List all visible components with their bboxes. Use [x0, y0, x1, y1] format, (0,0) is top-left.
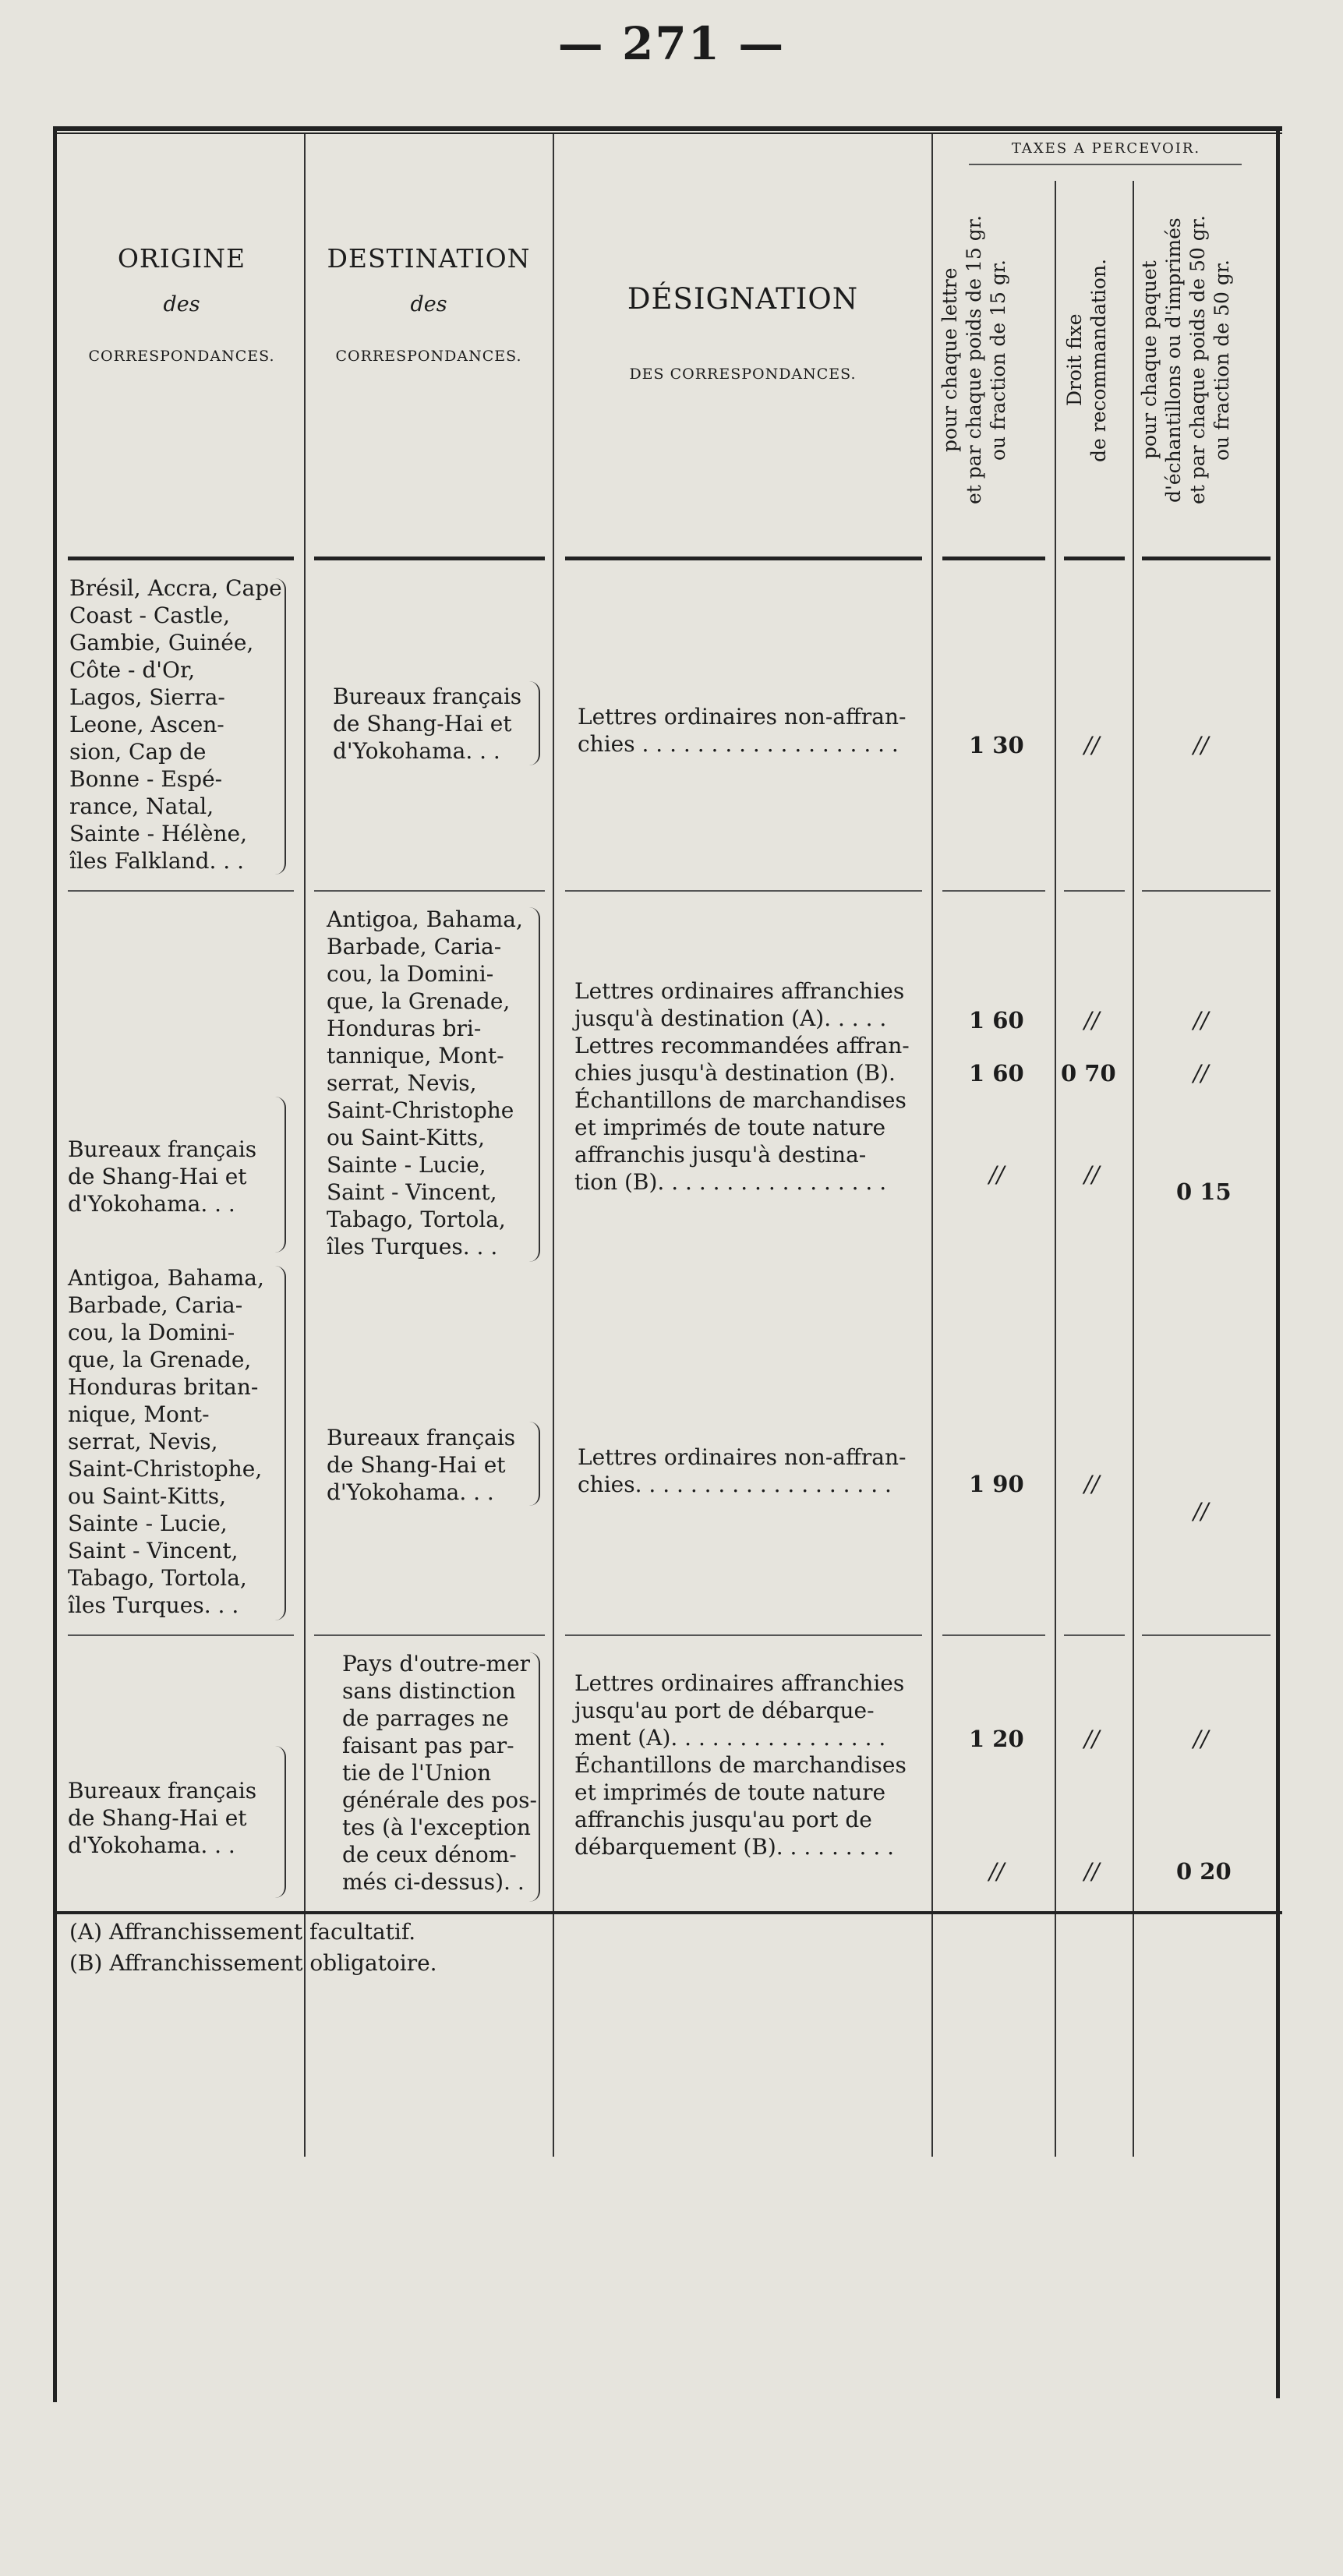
header-designation	[556, 282, 930, 383]
row3-rule-e	[1064, 1634, 1125, 1636]
row3-brace-origine	[275, 1266, 286, 1620]
header-rule-6	[1142, 557, 1271, 560]
row3-rule-f	[1142, 1634, 1271, 1636]
row1-brace-destination	[529, 681, 540, 765]
header-origine-title: ORIGINE	[117, 243, 246, 274]
header-origine-mid: des	[163, 292, 200, 316]
row1-rule-c	[565, 890, 922, 892]
row3-brace-destination	[529, 1422, 540, 1506]
row3-designation: Lettres ordinaires non-affran- chies. . . . . . . . . . . . . . . . . . .	[578, 1444, 907, 1497]
row4-destination: Pays d'outre-mer sans distinction de parrages ne faisant pas par- tie de l'Union générale des pos- tes (à l'exception de ceux dénom- més ci-dessus). .	[342, 1651, 537, 1895]
row3-tax-recommandation: //	[1084, 1471, 1100, 1497]
header-rule-3	[565, 557, 922, 560]
right-rule	[1276, 126, 1280, 2398]
row2a-tax-echantillons: //	[1193, 1007, 1209, 1034]
row3-rule-c	[565, 1634, 922, 1636]
row2a-tax-recommandation: //	[1084, 1007, 1100, 1034]
bottom-rule	[57, 1911, 1282, 1914]
row4-brace-destination	[529, 1652, 540, 1902]
row1-tax-echantillons: //	[1193, 732, 1209, 758]
header-destination-mid: des	[410, 292, 447, 316]
col-sep-3	[931, 134, 933, 2157]
row2b-tax-lettre: 1 60	[969, 1060, 1024, 1087]
row4a-tax-echantillons: //	[1193, 1726, 1209, 1752]
header-designation-title: DÉSIGNATION	[627, 282, 859, 316]
header-designation-sub: DES CORRESPONDANCES.	[629, 366, 857, 383]
row2a-tax-lettre: 1 60	[969, 1007, 1024, 1034]
row1-rule-a	[68, 890, 294, 892]
header-rule-1	[68, 557, 294, 560]
footnote-a: (A) Affranchissement facultatif.	[69, 1919, 416, 1945]
row2-origine: Bureaux français de Shang-Hai et d'Yokohama. . .	[68, 1136, 257, 1217]
top-rule	[57, 126, 1282, 131]
header-destination-sub: CORRESPONDANCES.	[335, 348, 522, 365]
row3-tax-echantillons: //	[1193, 1498, 1209, 1525]
row4b-tax-echantillons: 0 20	[1176, 1858, 1232, 1885]
tariff-table	[53, 126, 1282, 2402]
header-destination	[308, 243, 550, 365]
col-sep-2	[553, 134, 554, 2157]
header-tax-recommandation: Droit fixe de recommandation.	[1063, 258, 1110, 462]
row2-brace-origine	[275, 1097, 286, 1253]
row4-origine: Bureaux français de Shang-Hai et d'Yokohama. . .	[68, 1778, 257, 1858]
row3-tax-lettre: 1 90	[969, 1471, 1024, 1497]
row4a-tax-recommandation: //	[1084, 1726, 1100, 1752]
row3-origine: Antigoa, Bahama, Barbade, Caria- cou, la Domini- que, la Grenade, Honduras britan- nique, Mont- serrat, Nevis, Saint-Christophe, ou Saint-Kitts, Sainte - Lucie, Saint - Vincent, Tabago, Tortola, îles Turques. . .	[68, 1265, 264, 1618]
header-rule-4	[942, 557, 1045, 560]
row4b-tax-lettre: //	[989, 1858, 1005, 1885]
header-tax-echantillons: pour chaque paquet d'échantillons ou d'imprimés et par chaque poids de 50 gr. ou fraction de 50 gr.	[1138, 215, 1233, 505]
row1-rule-d	[942, 890, 1045, 892]
row4-designation: Lettres ordinaires affranchies jusqu'au port de débarque- ment (A). . . . . . . . . . . . . . . . Échantillons de marchandises et imprimés de toute nature affranchis jusqu'au port de débarquement (B). . . . . . . . .	[574, 1670, 907, 1860]
row4-brace-origine	[275, 1746, 286, 1898]
col-sep-1	[304, 134, 306, 2157]
row3-rule-b	[314, 1634, 545, 1636]
page-number: — 271 —	[557, 17, 786, 70]
row1-tax-lettre: 1 30	[969, 732, 1024, 758]
row4a-tax-lettre: 1 20	[969, 1726, 1024, 1752]
row1-rule-f	[1142, 890, 1271, 892]
row2c-tax-recommandation: //	[1084, 1161, 1100, 1188]
header-origine	[65, 243, 299, 365]
row1-tax-recommandation: //	[1084, 732, 1100, 758]
header-destination-title: DESTINATION	[327, 243, 531, 274]
row2c-tax-lettre: //	[989, 1161, 1005, 1188]
row3-destination: Bureaux français de Shang-Hai et d'Yokohama. . .	[327, 1425, 516, 1505]
row2b-tax-recommandation: 0 70	[1061, 1060, 1116, 1087]
col-sep-5	[1133, 181, 1134, 2157]
row1-origine: Brésil, Accra, Cape Coast - Castle, Gambie, Guinée, Côte - d'Or, Lagos, Sierra- Leone, Ascen- sion, Cap de Bonne - Espé- rance, Natal, Sainte - Hélène, îles Falkland. . .	[69, 575, 282, 874]
row2-brace-destination	[529, 907, 540, 1262]
row2-designation: Lettres ordinaires affranchies jusqu'à destination (A). . . . . Lettres recommandées affran- chies jusqu'à destination (B). Échantillons de marchandises et imprimés de toute nature affranchis jusqu'à destina- tion (B). . . . . . . . . . . . . . . . .	[574, 978, 910, 1195]
header-rule-5	[1064, 557, 1125, 560]
header-taxes-title: TAXES A PERCEVOIR.	[1011, 140, 1201, 157]
row3-rule-d	[942, 1634, 1045, 1636]
row1-brace-origine	[275, 578, 286, 875]
row2b-tax-echantillons: //	[1193, 1060, 1209, 1087]
header-tax-lettre: pour chaque lettre et par chaque poids de 15 gr. ou fraction de 15 gr.	[938, 215, 1009, 505]
row2c-tax-echantillons: 0 15	[1176, 1178, 1232, 1205]
row1-destination: Bureaux français de Shang-Hai et d'Yokohama. . .	[333, 684, 522, 764]
row2-destination: Antigoa, Bahama, Barbade, Caria- cou, la Domini- que, la Grenade, Honduras bri- tannique, Mont- serrat, Nevis, Saint-Christophe ou Saint-Kitts, Sainte - Lucie, Saint - Vincent, Tabago, Tortola, îles Turques. . .	[327, 906, 523, 1260]
row3-rule-a	[68, 1634, 294, 1636]
row1-rule-e	[1064, 890, 1125, 892]
header-rule-2	[314, 557, 545, 560]
header-origine-sub: CORRESPONDANCES.	[88, 348, 275, 365]
row4b-tax-recommandation: //	[1084, 1858, 1100, 1885]
top-rule-thin	[57, 133, 1282, 134]
col-sep-4	[1055, 181, 1056, 2157]
footnote-b: (B) Affranchissement obligatoire.	[69, 1950, 437, 1976]
taxes-title-rule	[969, 164, 1242, 165]
row1-designation: Lettres ordinaires non-affran- chies . . . . . . . . . . . . . . . . . . .	[578, 704, 907, 757]
row1-rule-b	[314, 890, 545, 892]
